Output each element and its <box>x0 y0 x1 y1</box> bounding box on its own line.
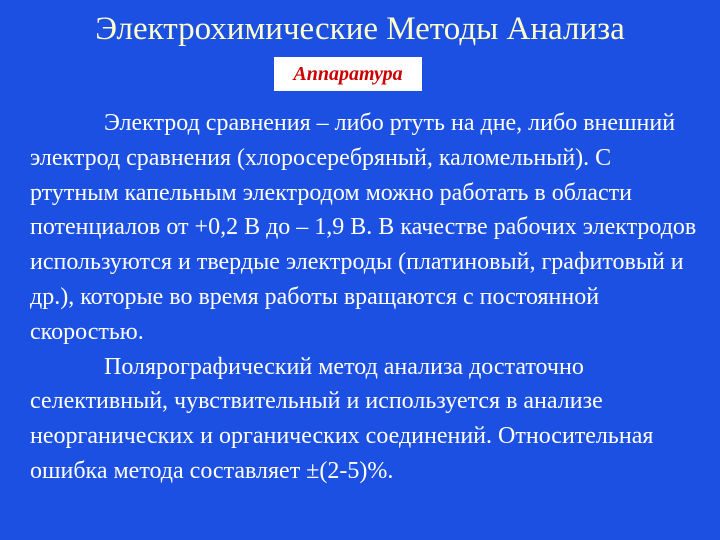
paragraph-polarographic-method: Полярографический метод анализа достаточно селективный, чувствительный и используется в анализе неорганических и органических соединений. Относительная ошибка метода составляет ±(2-5)%. <box>30 353 654 484</box>
body-text <box>30 106 702 489</box>
slide-subtitle: Аппаратура <box>293 63 403 85</box>
paragraph-reference-electrode: Электрод сравнения – либо ртуть на дне, либо внешний электрод сравнения (хлоросеребряный, каломельный). С ртутным капельным электродом можно работать в области потенциалов от +0,2 В до – 1,9 В. В качестве рабочих электродов используются и твердые электроды (платиновый, графитовый и др.), которые во время работы вращаются с постоянной скоростью. <box>30 110 697 345</box>
slide-title: Электрохимические Методы Анализа <box>95 11 625 47</box>
subtitle-box <box>274 57 422 91</box>
